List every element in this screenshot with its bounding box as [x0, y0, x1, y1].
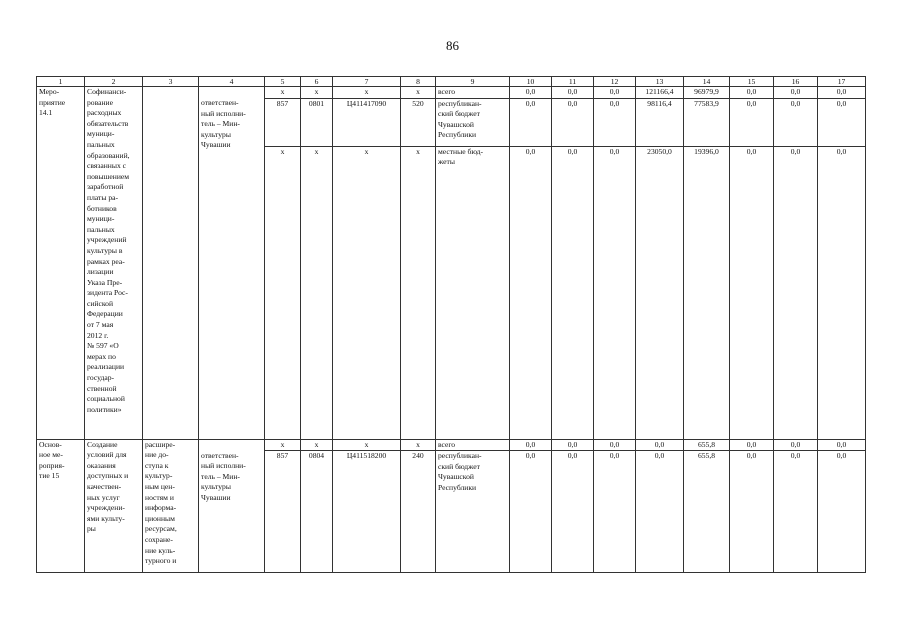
- header-cell: 9: [436, 77, 510, 87]
- header-cell: 15: [730, 77, 774, 87]
- table-row: [37, 439, 866, 451]
- year-value: 0,0: [730, 439, 774, 451]
- funding-source: местные бюд- жеты: [436, 146, 510, 439]
- expense-type-code: х: [401, 87, 436, 99]
- grbs-code: х: [265, 439, 301, 451]
- funding-source: республикан- ский бюджет Чувашской Республики: [436, 451, 510, 573]
- section-code: х: [301, 146, 333, 439]
- year-value: 77583,9: [684, 98, 730, 146]
- activity-number: Основ- ное ме- роприя- тие 15: [37, 439, 85, 573]
- year-value: 0,0: [636, 451, 684, 573]
- executor-cell: ответствен- ный исполни- тель – Мин- культуры Чувашии: [199, 451, 265, 573]
- budget-table: [36, 76, 866, 573]
- page-number: 86: [446, 38, 459, 53]
- header-cell: 12: [594, 77, 636, 87]
- expected-result: [143, 87, 199, 440]
- header-cell: 3: [143, 77, 199, 87]
- year-value: 0,0: [510, 98, 552, 146]
- year-value: 0,0: [552, 87, 594, 99]
- year-value: 0,0: [730, 451, 774, 573]
- grbs-code: х: [265, 87, 301, 99]
- target-article-code: х: [333, 87, 401, 99]
- target-article-code: х: [333, 146, 401, 439]
- year-value: 0,0: [818, 146, 866, 439]
- section-code: х: [301, 87, 333, 99]
- header-cell: 16: [774, 77, 818, 87]
- expected-result: расшире- ние до- ступа к культур- ным цен- ностям и информа- ционным ресурсам, сохране- ние куль- турного и: [143, 439, 199, 573]
- header-cell: 8: [401, 77, 436, 87]
- activity-title: Софинанси- рование расходных обязательств муници- пальных образований, связанных с повышением заработной платы ра- ботников муници- пальных учреждений культуры в рамках реа- лизации Указа Пре- зидента Рос- сийской Федерации от 7 мая 2012 г. № 597 «О мерах по реализации государ- ственной социальной политики»: [85, 87, 143, 440]
- year-value: 0,0: [594, 146, 636, 439]
- year-value: 0,0: [774, 451, 818, 573]
- target-article-code: х: [333, 439, 401, 451]
- year-value: 0,0: [510, 87, 552, 99]
- section-code: 0801: [301, 98, 333, 146]
- grbs-code: 857: [265, 451, 301, 573]
- year-value: 0,0: [774, 439, 818, 451]
- executor-cell: ответствен- ный исполни- тель – Мин- культуры Чувашии: [199, 98, 265, 439]
- year-value: 96979,9: [684, 87, 730, 99]
- year-value: 0,0: [552, 146, 594, 439]
- executor-cell: [199, 439, 265, 451]
- year-value: 0,0: [818, 451, 866, 573]
- year-value: 0,0: [510, 146, 552, 439]
- expense-type-code: х: [401, 439, 436, 451]
- year-value: 0,0: [818, 87, 866, 99]
- header-row: [37, 77, 866, 87]
- year-value: 655,8: [684, 439, 730, 451]
- year-value: 0,0: [818, 439, 866, 451]
- target-article-code: Ц411417090: [333, 98, 401, 146]
- year-value: 0,0: [774, 87, 818, 99]
- header-cell: 2: [85, 77, 143, 87]
- year-value: 0,0: [552, 451, 594, 573]
- year-value: 0,0: [774, 146, 818, 439]
- header-cell: 5: [265, 77, 301, 87]
- header-cell: 4: [199, 77, 265, 87]
- expense-type-code: 240: [401, 451, 436, 573]
- funding-source: всего: [436, 87, 510, 99]
- grbs-code: 857: [265, 98, 301, 146]
- year-value: 0,0: [594, 451, 636, 573]
- header-cell: 6: [301, 77, 333, 87]
- header-cell: 7: [333, 77, 401, 87]
- funding-source: республикан- ский бюджет Чувашской Республики: [436, 98, 510, 146]
- activity-number: Меро- приятие 14.1: [37, 87, 85, 440]
- header-cell: 13: [636, 77, 684, 87]
- year-value: 0,0: [730, 98, 774, 146]
- section-code: 0804: [301, 451, 333, 573]
- grbs-code: х: [265, 146, 301, 439]
- year-value: 0,0: [510, 451, 552, 573]
- year-value: 0,0: [594, 98, 636, 146]
- header-cell: 14: [684, 77, 730, 87]
- year-value: 0,0: [818, 98, 866, 146]
- year-value: 0,0: [552, 439, 594, 451]
- year-value: 0,0: [730, 87, 774, 99]
- year-value: 121166,4: [636, 87, 684, 99]
- expense-type-code: 520: [401, 98, 436, 146]
- header-cell: 1: [37, 77, 85, 87]
- funding-source: всего: [436, 439, 510, 451]
- year-value: 23050,0: [636, 146, 684, 439]
- activity-title: Создание условий для оказания доступных и качествен- ных услуг учреждени- ями культу- ры: [85, 439, 143, 573]
- year-value: 0,0: [510, 439, 552, 451]
- header-cell: 17: [818, 77, 866, 87]
- year-value: 0,0: [636, 439, 684, 451]
- year-value: 655,8: [684, 451, 730, 573]
- header-cell: 11: [552, 77, 594, 87]
- section-code: х: [301, 439, 333, 451]
- year-value: 0,0: [774, 98, 818, 146]
- executor-cell: [199, 87, 265, 99]
- header-cell: 10: [510, 77, 552, 87]
- year-value: 98116,4: [636, 98, 684, 146]
- year-value: 19396,0: [684, 146, 730, 439]
- year-value: 0,0: [730, 146, 774, 439]
- table-row: [37, 87, 866, 99]
- year-value: 0,0: [594, 439, 636, 451]
- year-value: 0,0: [552, 98, 594, 146]
- expense-type-code: х: [401, 146, 436, 439]
- year-value: 0,0: [594, 87, 636, 99]
- target-article-code: Ц411518200: [333, 451, 401, 573]
